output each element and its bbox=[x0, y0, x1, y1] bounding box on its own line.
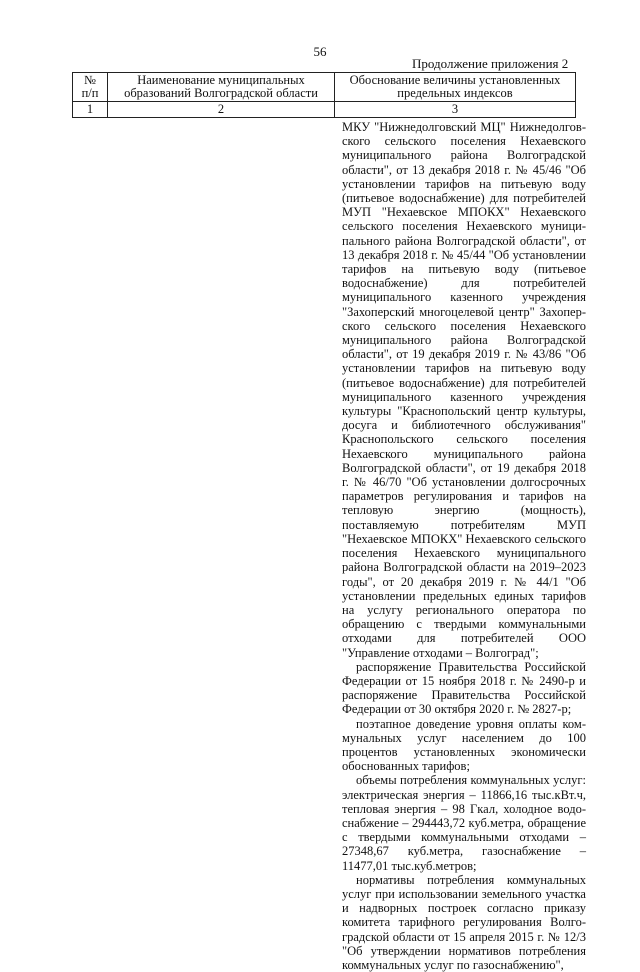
justification-text bbox=[342, 120, 586, 972]
paragraph: нормативы потребления коммунальных услуг при использовании земельного участка и надворных построек согласно приказу комитета тарифного регулирования Волгоградской области от 15 апреля 2015 г. № 12/3 "Об утверждении нормативов потребления коммунальных услуг по газоснабжению", bbox=[342, 872, 586, 972]
table-number-row bbox=[73, 102, 576, 118]
column-number-1: 1 bbox=[73, 102, 108, 118]
paragraph: поэтапное доведение уровня оплаты коммунальных услуг населением до 100 процентов установленных экономически обоснованных тарифов; bbox=[342, 716, 586, 774]
paragraph: МКУ "Нижнедолговский МЦ" Нижнедолговского сельского поселения Нехаевского муниципального района Волгоградской области", от 13 декабря 2018 г. № 45/46 "Об установлении тарифов на питьевую воду (питьевое водоснабжение) для потребителей МУП "Нехаевское МПОКХ" Нехаевского сельского поселения Нехаевского муниципального района Волгоградской области", от 13 декабря 2018 г. № 45/44 "Об установлении тарифов на питьевую воду (питьевое водоснабжение) для потребителей муниципального казенного учреждения "Захоперский многоцелевой центр" Захоперского сельского поселения Нехаевского муниципального района Волгоградской области", от 19 декабря 2019 г. № 43/86 "Об установлении тарифов на питьевую воду (питьевое водоснабжение) для потребителей муниципального казенного учреждения культуры "Краснопольский центр культуры, досуга и библиотечного обслуживания" Краснопольского сельского поселения Нехаевского муниципального района Волгоградской области", от 19 декабря 2018 г. № 46/70 "Об установлении долгосрочных параметров регулирования и тарифов на тепловую энергию (мощность), поставляемую потребителям МУП "Нехаевское МПОКХ" Нехаевского сельского поселения Нехаевского муниципального района Волгоградской области на 2019–2023 годы", от 20 декабря 2019 г. № 44/1 "Об установлении предельных единых тарифов на услугу регионального оператора по обращению с твердыми коммунальными отходами для потребителей ООО "Управление отходами – Волгоград"; bbox=[342, 120, 586, 660]
column-number-2: 2 bbox=[108, 102, 335, 118]
continuation-label: Продолжение приложения 2 bbox=[412, 56, 569, 71]
column-header-number: № п/п bbox=[73, 73, 108, 102]
column-header-justification: Обоснование величины установленных предельных индексов bbox=[335, 73, 576, 102]
page-number: 56 bbox=[313, 44, 327, 59]
column-header-municipality: Наименование муниципальных образований Волгоградской области bbox=[108, 73, 335, 102]
header-table bbox=[72, 72, 576, 118]
paragraph: объемы потребления коммунальных услуг: электрическая энергия – 11866,16 тыс.кВт.ч, тепловая энергия – 98 Гкал, холодное водоснабжение – 294443,72 куб.метра, обращение с твердыми коммунальными отходами – 27348,67 куб.метра, газоснабжение – 11477,01 тыс.куб.метров; bbox=[342, 773, 586, 873]
table-header-row bbox=[73, 73, 576, 102]
paragraph: распоряжение Правительства Российской Федерации от 15 ноября 2018 г. № 2490-р и распоряжение Правительства Российской Федерации от 30 октября 2020 г. № 2827-р; bbox=[342, 659, 586, 717]
column-number-3: 3 bbox=[335, 102, 576, 118]
